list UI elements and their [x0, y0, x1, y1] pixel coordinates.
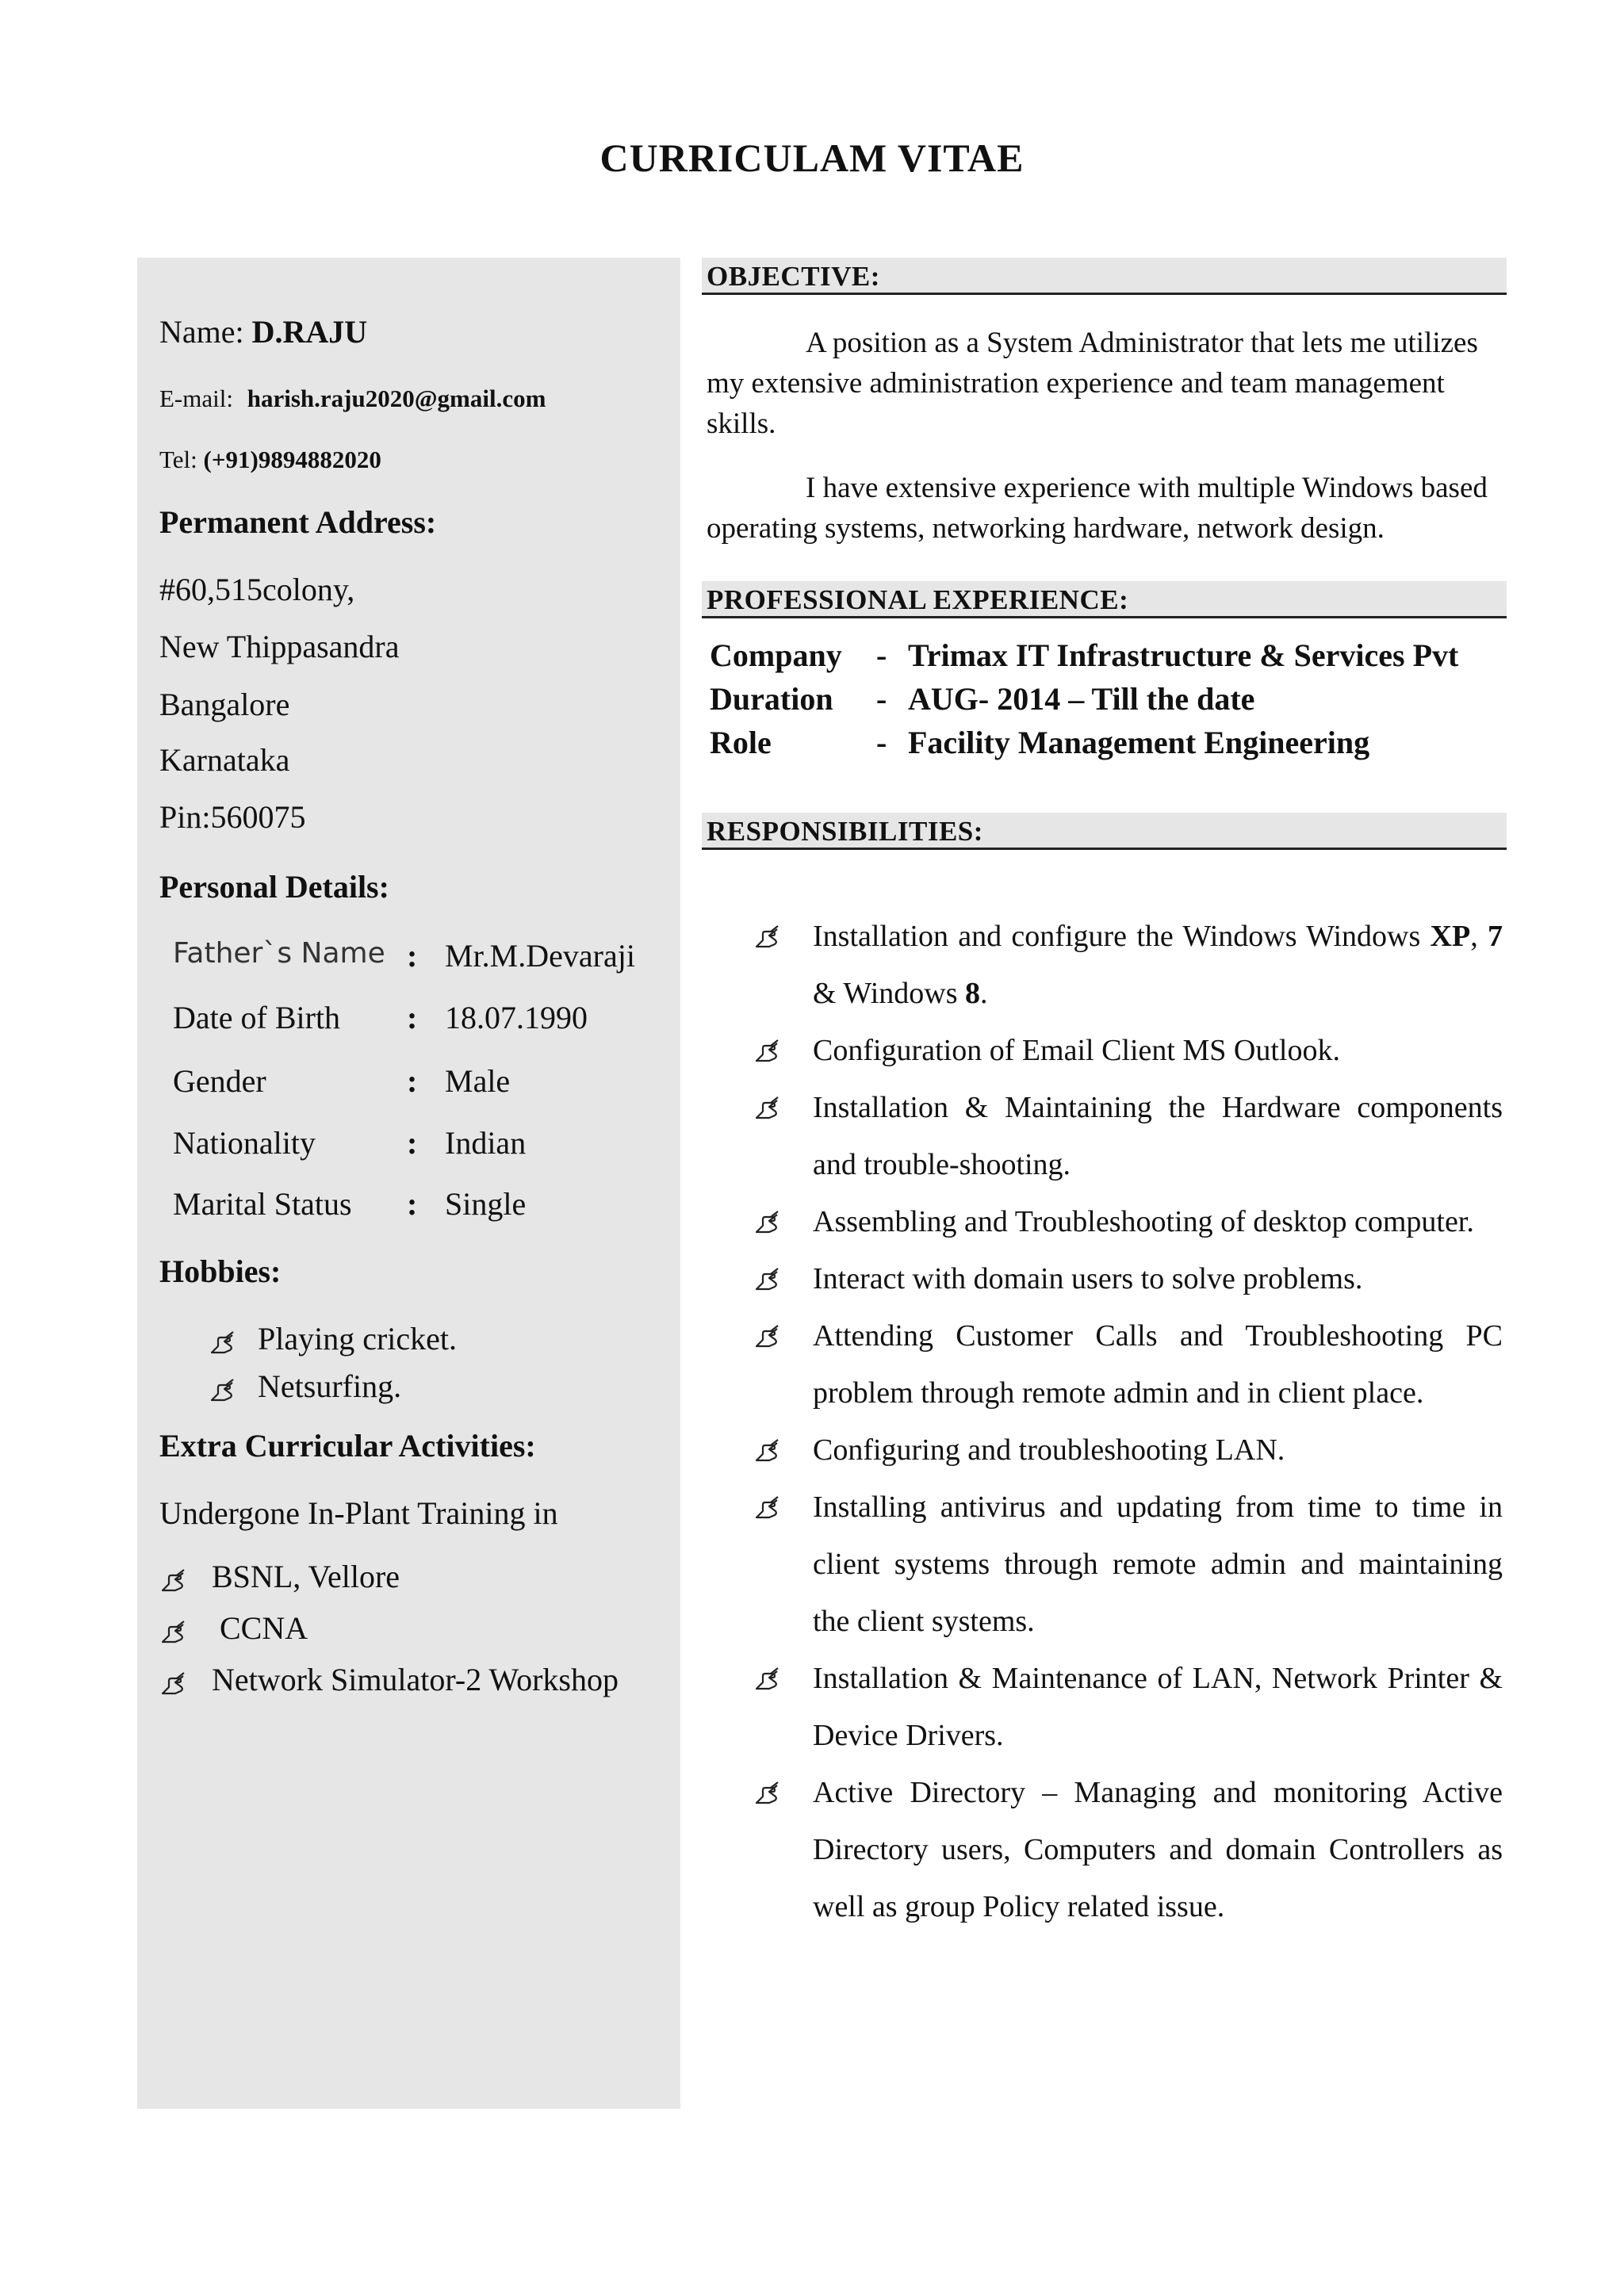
extra-item-text: CCNA [220, 1610, 308, 1646]
experience-key: Role [710, 725, 772, 760]
address-heading: Permanent Address: [159, 504, 437, 540]
pointing-hand-icon [753, 1322, 780, 1349]
email-line [159, 385, 546, 413]
list-item [753, 1193, 1503, 1250]
extra-intro: Undergone In-Plant Training in [159, 1495, 558, 1531]
pointing-hand-icon [753, 1437, 780, 1464]
experience-key: Company [710, 637, 842, 673]
address-line: Bangalore [159, 687, 290, 722]
personal-value: Mr.M.Devaraji [445, 938, 635, 974]
personal-value: Single [445, 1186, 527, 1222]
personal-label: Marital Status [173, 1186, 352, 1222]
personal-value: Male [445, 1063, 511, 1099]
personal-details-heading: Personal Details: [159, 869, 389, 905]
extra-item [159, 1558, 400, 1595]
phone-label: Tel: [159, 446, 197, 473]
item-bold: 7 [1488, 920, 1503, 953]
responsibilities-list [753, 908, 1503, 1935]
pointing-hand-icon [159, 1567, 186, 1594]
hobby-item [209, 1368, 401, 1405]
colon: : [407, 938, 418, 974]
list-item [753, 1764, 1503, 1935]
item-text: Installation and configure the Windows Windows [813, 920, 1431, 953]
item-text: Installation & Maintenance of LAN, Network Printer & Device Drivers. [813, 1662, 1503, 1752]
hobby-item [209, 1320, 457, 1357]
objective-text: A position as a System Administrator that lets me utilizes my extensive administration experience and team management skills. [707, 327, 1478, 440]
phone-value: (+91)9894882020 [203, 446, 381, 473]
pointing-hand-icon [209, 1329, 236, 1356]
extra-item [159, 1609, 308, 1647]
address-line: Karnataka [159, 742, 290, 778]
item-text: , [1470, 920, 1488, 953]
name-line [159, 313, 367, 350]
pointing-hand-icon [209, 1376, 236, 1403]
personal-label: Date of Birth [173, 1000, 341, 1035]
pointing-hand-icon [753, 1037, 780, 1064]
item-text: & Windows [813, 977, 966, 1010]
extra-item-text: Network Simulator-2 Workshop [212, 1662, 619, 1697]
list-item [753, 1307, 1503, 1422]
document-title: CURRICULAM VITAE [599, 136, 1025, 180]
personal-value: Indian [445, 1125, 527, 1161]
list-item [753, 1650, 1503, 1764]
pointing-hand-icon [753, 1665, 780, 1692]
personal-label: Nationality [173, 1125, 316, 1161]
address-line: #60,515colony, [159, 572, 355, 607]
list-item [753, 1022, 1503, 1079]
list-item [753, 1479, 1503, 1650]
experience-key: Duration [710, 681, 833, 717]
item-bold: 8 [965, 977, 981, 1010]
name-label: Name: [159, 314, 244, 350]
pointing-hand-icon [753, 1265, 780, 1292]
item-text: Active Directory – Managing and monitoring Active Directory users, Computers and domain Controllers as well as group Policy related issue. [813, 1776, 1503, 1923]
pointing-hand-icon [753, 1779, 780, 1806]
item-text: Installing antivirus and updating from time to time in client systems through remote admin and maintaining the client systems. [813, 1490, 1503, 1638]
pointing-hand-icon [159, 1618, 186, 1645]
item-text: Attending Customer Calls and Troubleshooting PC problem through remote admin and in client place. [813, 1319, 1503, 1410]
experience-value: Facility Management Engineering [908, 725, 1370, 760]
candidate-name: D.RAJU [251, 314, 368, 350]
pointing-hand-icon [753, 1094, 780, 1121]
experience-row [710, 637, 1458, 674]
pointing-hand-icon [159, 1670, 186, 1697]
item-text: Installation & Maintaining the Hardware components and trouble-shooting. [813, 1091, 1503, 1181]
address-line: New Thippasandra [159, 629, 400, 664]
objective-paragraph [707, 323, 1503, 444]
list-item [753, 1422, 1503, 1479]
email-label: E-mail: [159, 385, 233, 412]
hobbies-heading: Hobbies: [159, 1253, 282, 1289]
pointing-hand-icon [753, 1494, 780, 1521]
objective-paragraph [707, 468, 1503, 549]
item-text: Configuration of Email Client MS Outlook. [813, 1034, 1340, 1067]
sidebar-panel [137, 258, 680, 2109]
item-text: Configuring and troubleshooting LAN. [813, 1433, 1285, 1467]
hobby-text: Playing cricket. [258, 1321, 458, 1357]
objective-text: I have extensive experience with multiple Windows based operating systems, networking hardware, network design. [707, 472, 1488, 545]
item-bold: XP [1430, 920, 1471, 953]
extra-curricular-heading: Extra Curricular Activities: [159, 1428, 536, 1464]
item-text: Assembling and Troubleshooting of desktop computer. [813, 1205, 1474, 1238]
list-item [753, 1079, 1503, 1193]
hobby-text: Netsurfing. [258, 1368, 402, 1404]
colon: : [407, 1000, 418, 1035]
item-text: Interact with domain users to solve problems. [813, 1262, 1363, 1295]
experience-heading: PROFESSIONAL EXPERIENCE: [702, 581, 1507, 618]
phone-line [159, 446, 381, 474]
responsibilities-heading: RESPONSIBILITIES: [702, 813, 1507, 850]
personal-label: Father`s Name [173, 937, 385, 970]
email-value: harish.raju2020@gmail.com [247, 385, 546, 412]
dash: - [876, 681, 887, 717]
item-text: . [980, 977, 988, 1010]
experience-value: AUG- 2014 – Till the date [908, 681, 1255, 717]
dash: - [876, 725, 887, 760]
colon: : [407, 1125, 418, 1161]
extra-item-text: BSNL, Vellore [212, 1559, 400, 1594]
pointing-hand-icon [753, 923, 780, 950]
experience-row [710, 680, 1254, 718]
dash: - [876, 637, 887, 673]
colon: : [407, 1186, 418, 1222]
list-item [753, 908, 1503, 1022]
experience-row [710, 724, 1369, 761]
extra-item [159, 1661, 619, 1698]
personal-label: Gender [173, 1063, 266, 1099]
address-line: Pin:560075 [159, 799, 306, 835]
personal-value: 18.07.1990 [445, 1000, 588, 1035]
objective-heading: OBJECTIVE: [702, 258, 1507, 295]
experience-value: Trimax IT Infrastructure & Services Pvt [908, 637, 1459, 673]
colon: : [407, 1063, 418, 1099]
list-item [753, 1250, 1503, 1307]
pointing-hand-icon [753, 1208, 780, 1235]
